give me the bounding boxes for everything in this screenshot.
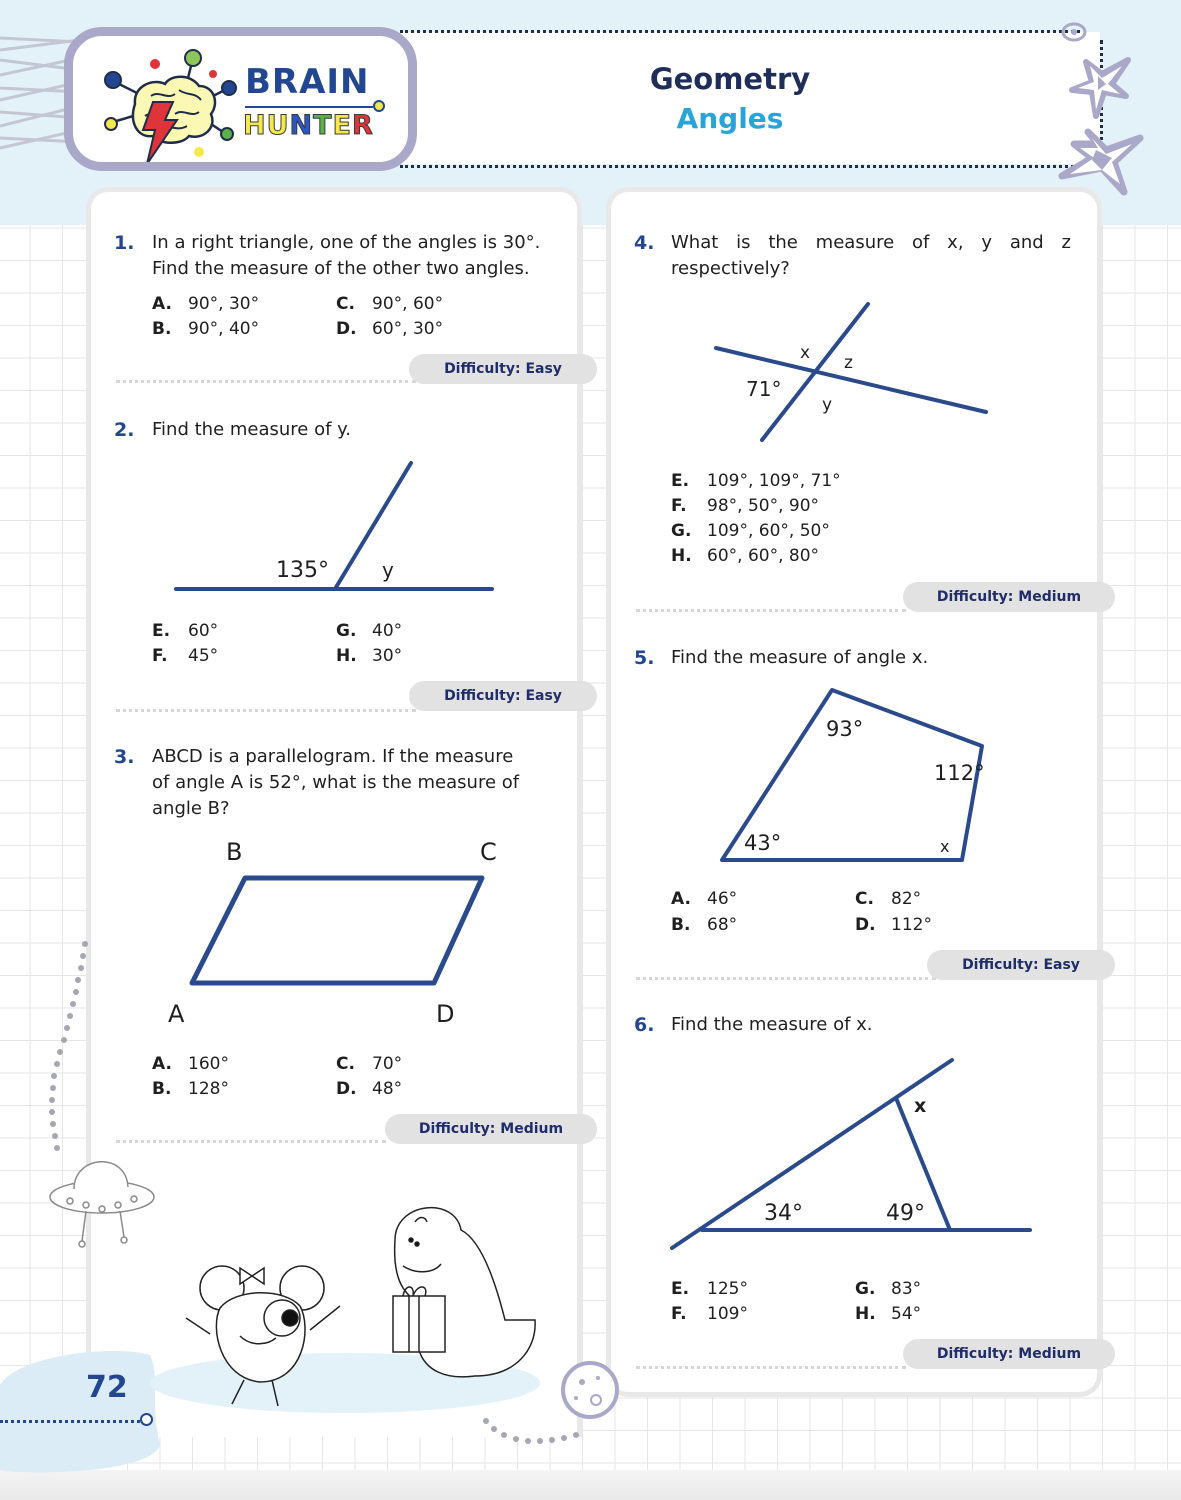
difficulty-badge: Difficulty: Easy [927, 950, 1115, 980]
option-e[interactable] [152, 619, 218, 644]
angle-label-x: x [800, 343, 811, 363]
angle-label-left: 43° [744, 831, 782, 855]
option-letter: F. [671, 1304, 687, 1324]
figure-ray [335, 463, 411, 589]
option-letter: B. [152, 319, 172, 339]
option-value: 83° [891, 1279, 922, 1299]
option-g[interactable] [336, 619, 402, 644]
option-value: 82° [891, 889, 922, 909]
angle-label-right: 49° [886, 1201, 925, 1226]
question-text [152, 417, 572, 443]
question-text [152, 744, 572, 822]
question-line: Find the measure of x. [671, 1014, 873, 1035]
brand-name-line2 [243, 110, 374, 141]
angle-label-unknown: x [914, 1095, 927, 1117]
option-letter: H. [855, 1304, 876, 1324]
vertex-label-c: C [480, 838, 497, 866]
option-value: 45° [188, 646, 219, 666]
option-d[interactable] [336, 1077, 402, 1102]
option-letter: G. [336, 621, 357, 641]
option-d[interactable] [336, 317, 443, 342]
option-c[interactable] [336, 292, 443, 317]
option-letter: D. [336, 1079, 357, 1099]
question-line: Find the measure of y. [152, 419, 351, 440]
brand-letter: E [332, 110, 353, 141]
option-value: 40° [372, 621, 403, 641]
question-separator [636, 609, 906, 612]
question-line: angle B? [152, 798, 230, 819]
option-value: 109° [707, 1304, 748, 1324]
option-value: 90°, 30° [188, 294, 260, 314]
question-number: 2. [114, 419, 135, 441]
question-line: Find the measure of angle x. [671, 647, 929, 668]
option-value: 60° [188, 621, 219, 641]
option-g[interactable] [671, 519, 830, 544]
figure-triangle-exterior-angle [660, 1050, 1050, 1260]
option-value: 90°, 60° [372, 294, 444, 314]
question-line: respectively? [671, 258, 790, 279]
question-separator [636, 977, 936, 980]
angle-label-known: 71° [746, 377, 782, 401]
angle-label-top: 93° [826, 717, 864, 741]
angle-label-unknown: y [382, 558, 394, 582]
dotted-trail-decoration [40, 930, 100, 1160]
option-f[interactable] [671, 494, 819, 519]
option-letter: G. [855, 1279, 876, 1299]
option-letter: C. [336, 294, 355, 314]
difficulty-badge: Difficulty: Medium [903, 1339, 1115, 1369]
option-letter: C. [855, 889, 874, 909]
option-h[interactable] [671, 544, 819, 569]
question-separator [116, 709, 416, 712]
question-line: of angle A is 52°, what is the measure of [152, 772, 520, 793]
option-value: 46° [707, 889, 738, 909]
page-subject-title: Geometry [649, 62, 811, 96]
brand-letter: H [243, 110, 267, 141]
option-f[interactable] [671, 1302, 748, 1327]
brand-letter: U [266, 110, 290, 141]
page-number: 72 [86, 1370, 128, 1405]
option-value: 112° [891, 915, 932, 935]
option-letter: G. [671, 521, 692, 541]
option-letter: F. [152, 646, 168, 666]
option-letter: F. [671, 496, 687, 516]
question-text [671, 645, 1071, 671]
figure-parallelogram [160, 830, 520, 1030]
option-f[interactable] [152, 644, 218, 669]
question-separator [636, 1366, 906, 1369]
page-topic-title: Angles [676, 102, 784, 135]
header-title-area [400, 32, 1100, 164]
question-number: 4. [634, 232, 655, 254]
dinosaur-character-illustration [385, 1200, 545, 1405]
option-value: 125° [707, 1279, 748, 1299]
angle-label-left: 34° [764, 1201, 803, 1226]
question-line: In a right triangle, one of the angles is 30°. [152, 232, 541, 253]
brand-logo [64, 27, 417, 171]
question-text [152, 230, 572, 282]
angle-label-z: z [844, 353, 853, 373]
option-a[interactable] [152, 292, 259, 317]
difficulty-badge: Difficulty: Easy [409, 354, 597, 384]
option-value: 48° [372, 1079, 403, 1099]
option-letter: B. [671, 915, 691, 935]
option-letter: A. [152, 1054, 172, 1074]
parallelogram-shape [192, 878, 482, 983]
question-text [671, 230, 1071, 256]
question-line: Find the measure of the other two angles. [152, 258, 530, 279]
question-line: What is the measure of x, y and z [671, 232, 1071, 253]
option-value: 60°, 60°, 80° [707, 546, 820, 566]
option-value: 128° [188, 1079, 229, 1099]
brand-letter: R [352, 110, 374, 141]
page-number-ring [140, 1413, 153, 1426]
option-value: 60°, 30° [372, 319, 444, 339]
question-line: ABCD is a parallelogram. If the measure [152, 746, 514, 767]
option-c[interactable] [336, 1052, 402, 1077]
option-letter: H. [671, 546, 692, 566]
brand-letter: N [289, 110, 314, 141]
brand-dot [373, 100, 385, 112]
brand-letter: T [313, 110, 333, 141]
dotted-trail-decoration-bottom [480, 1415, 590, 1455]
option-a[interactable] [671, 887, 737, 912]
option-h[interactable] [336, 644, 402, 669]
option-value: 30° [372, 646, 403, 666]
difficulty-badge: Difficulty: Medium [903, 582, 1115, 612]
difficulty-badge: Difficulty: Easy [409, 681, 597, 711]
option-value: 109°, 60°, 50° [707, 521, 830, 541]
option-value: 109°, 109°, 71° [707, 471, 841, 491]
option-letter: H. [336, 646, 357, 666]
option-b[interactable] [152, 1077, 229, 1102]
question-number: 3. [114, 746, 135, 768]
option-letter: A. [671, 889, 691, 909]
dotted-border-bottom [400, 165, 1080, 168]
figure-intersecting-lines [700, 290, 1000, 450]
brand-underline [245, 106, 373, 108]
dotted-border-top [400, 30, 1080, 33]
figure-quadrilateral [710, 680, 1000, 880]
vertex-label-b: B [226, 838, 243, 866]
option-d[interactable] [855, 913, 932, 938]
vertex-label-d: D [436, 1000, 455, 1028]
option-value: 98°, 50°, 90° [707, 496, 820, 516]
question-text-cont [671, 256, 1071, 282]
monster-character-illustration [180, 1258, 355, 1408]
stars-decoration [1040, 20, 1181, 210]
option-value: 68° [707, 915, 738, 935]
question-number: 5. [634, 647, 655, 669]
option-letter: D. [855, 915, 876, 935]
brain-icon [95, 42, 245, 162]
angle-label-right: 112° [934, 761, 985, 785]
option-value: 54° [891, 1304, 922, 1324]
question-number: 6. [634, 1014, 655, 1036]
option-value: 90°, 40° [188, 319, 260, 339]
option-b[interactable] [152, 317, 259, 342]
figure-supplementary-angle [170, 455, 500, 595]
option-b[interactable] [671, 913, 737, 938]
option-letter: B. [152, 1079, 172, 1099]
option-value: 160° [188, 1054, 229, 1074]
option-letter: C. [336, 1054, 355, 1074]
option-e[interactable] [671, 469, 841, 494]
question-number: 1. [114, 232, 135, 254]
angle-label-unknown: x [940, 837, 950, 856]
ufo-icon [44, 1145, 164, 1250]
question-separator [116, 1140, 386, 1143]
angle-label-known: 135° [276, 558, 329, 583]
option-e[interactable] [671, 1277, 748, 1302]
option-h[interactable] [855, 1302, 921, 1327]
option-letter: A. [152, 294, 172, 314]
page-number-dotted-line [0, 1420, 140, 1423]
option-a[interactable] [152, 1052, 229, 1077]
option-letter: E. [671, 1279, 690, 1299]
question-separator [116, 380, 416, 383]
brand-name-line1: BRAIN [245, 62, 370, 102]
option-g[interactable] [855, 1277, 921, 1302]
option-letter: E. [671, 471, 690, 491]
option-letter: D. [336, 319, 357, 339]
difficulty-badge: Difficulty: Medium [385, 1114, 597, 1144]
vertex-label-a: A [168, 1000, 185, 1028]
option-value: 70° [372, 1054, 403, 1074]
angle-label-y: y [822, 395, 833, 415]
question-text [671, 1012, 1071, 1038]
option-letter: E. [152, 621, 171, 641]
option-c[interactable] [855, 887, 921, 912]
